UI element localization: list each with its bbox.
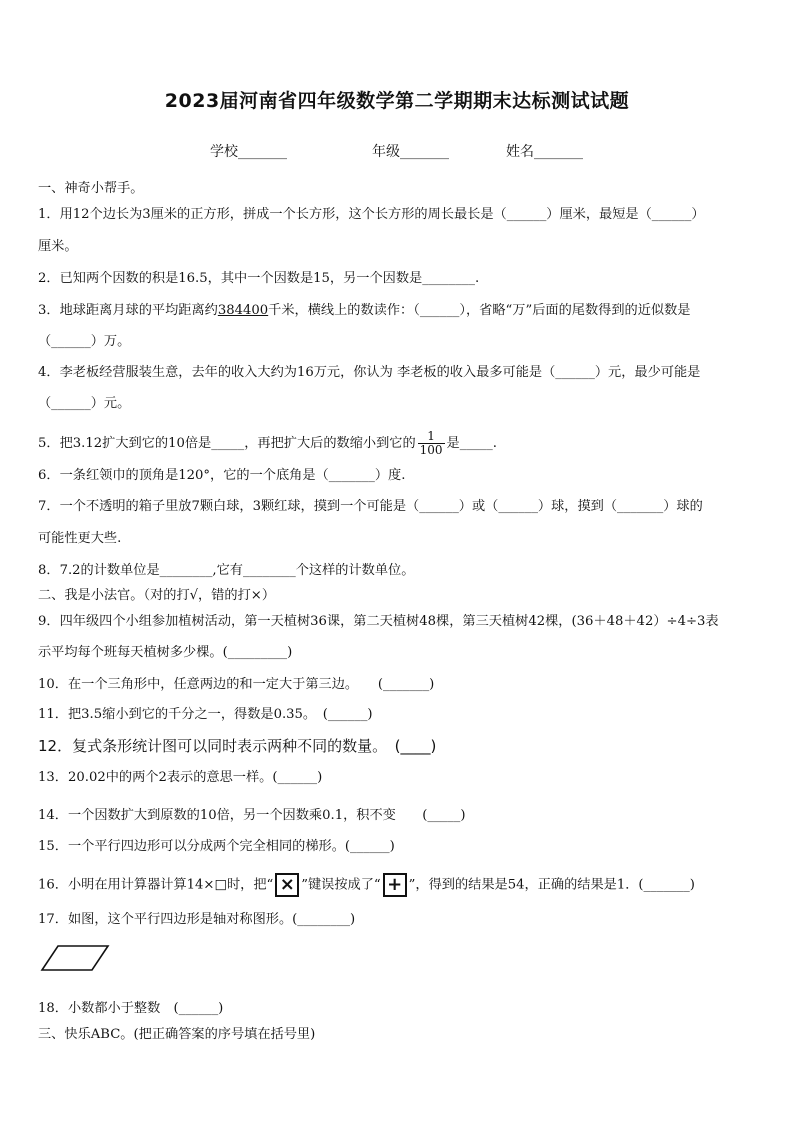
parallelogram-shape	[42, 946, 108, 970]
question-1-line-1: 1．用12个边长为3厘米的正方形，拼成一个长方形，这个长方形的周长最长是（______）厘米，最短是（______）	[38, 207, 705, 222]
fraction-denominator: 100	[419, 443, 443, 457]
question-9-line-2: 示平均每个班每天植树多少棵。(_________)	[38, 645, 293, 660]
question-15: 15．一个平行四边形可以分成两个完全相同的梯形。(______)	[38, 839, 395, 854]
question-7-line-2: 可能性更大些.	[38, 531, 122, 546]
question-6: 6．一条红领巾的顶角是120°，它的一个底角是（_______）度.	[38, 468, 406, 483]
section-2-heading: 二、我是小法官。（对的打√，错的打×）	[38, 588, 276, 603]
section-3-heading: 三、快乐ABC。(把正确答案的序号填在括号里)	[38, 1027, 316, 1042]
plus-key-icon: +	[383, 873, 407, 897]
question-17: 17．如图，这个平行四边形是轴对称图形。(________)	[38, 912, 356, 927]
school-field: 学校_______	[210, 144, 287, 160]
page-title: 2023届河南省四年级数学第二学期期末达标测试试题	[164, 90, 630, 112]
question-4-line-2: （______）元。	[38, 396, 131, 411]
parallelogram-figure	[40, 944, 112, 974]
fraction	[418, 430, 445, 457]
name-field: 姓名_______	[506, 144, 583, 160]
question-13: 13．20.02中的两个2表示的意思一样。(______)	[38, 770, 323, 785]
question-14: 14．一个因数扩大到原数的10倍，另一个因数乘0.1，积不变 (_____)	[38, 808, 466, 823]
question-12: 12．复式条形统计图可以同时表示两种不同的数量。 (____)	[38, 737, 437, 755]
question-16	[38, 873, 758, 897]
question-16-middle: ”键误按成了“	[301, 877, 381, 893]
question-3-line-1	[38, 302, 758, 320]
question-5-suffix: 是_____.	[446, 436, 497, 451]
question-9-line-1: 9．四年级四个小组参加植树活动，第一天植树36课，第二天植树48棵，第三天植树42棵，(36＋48＋42）÷4÷3表	[38, 614, 719, 629]
question-5	[38, 430, 758, 457]
question-18: 18．小数都小于整数 (______)	[38, 1001, 224, 1016]
question-2: 2．已知两个因数的积是16.5，其中一个因数是15，另一个因数是________.	[38, 271, 480, 286]
question-10: 10．在一个三角形中，任意两边的和一定大于第三边。 (_______)	[38, 677, 435, 692]
question-7-line-1: 7．一个不透明的箱子里放7颗白球，3颗红球，摸到一个可能是（______）或（______）球，摸到（_______）球的	[38, 499, 703, 514]
multiply-key-icon: ×	[275, 873, 299, 897]
question-16-suffix: ”，得到的结果是54，正确的结果是1．(_______)	[408, 877, 695, 893]
grade-field: 年级_______	[372, 144, 449, 160]
question-3-prefix: 3．地球距离月球的平均距离约	[38, 303, 218, 318]
question-3-line-2: （______）万。	[38, 334, 131, 349]
question-8: 8．7.2的计数单位是________,它有________个这样的计数单位。	[38, 563, 415, 578]
fraction-numerator: 1	[418, 430, 445, 444]
question-16-prefix: 16．小明在用计算器计算14×□时，把“	[38, 877, 274, 893]
section-1-heading: 一、神奇小帮手。	[38, 181, 144, 196]
question-3-suffix: 千米，横线上的数读作：（______），省略“万”后面的尾数得到的近似数是	[268, 303, 691, 318]
question-4-line-1: 4．李老板经营服装生意，去年的收入大约为16万元，你认为 李老板的收入最多可能是（______）元，最少可能是	[38, 365, 701, 380]
question-5-prefix: 5．把3.12扩大到它的10倍是_____，再把扩大后的数缩小到它的	[38, 436, 416, 451]
question-1-line-2: 厘米。	[38, 239, 78, 254]
question-11: 11．把3.5缩小到它的千分之一，得数是0.35。 (______)	[38, 707, 373, 722]
underlined-number: 384400	[217, 303, 269, 318]
